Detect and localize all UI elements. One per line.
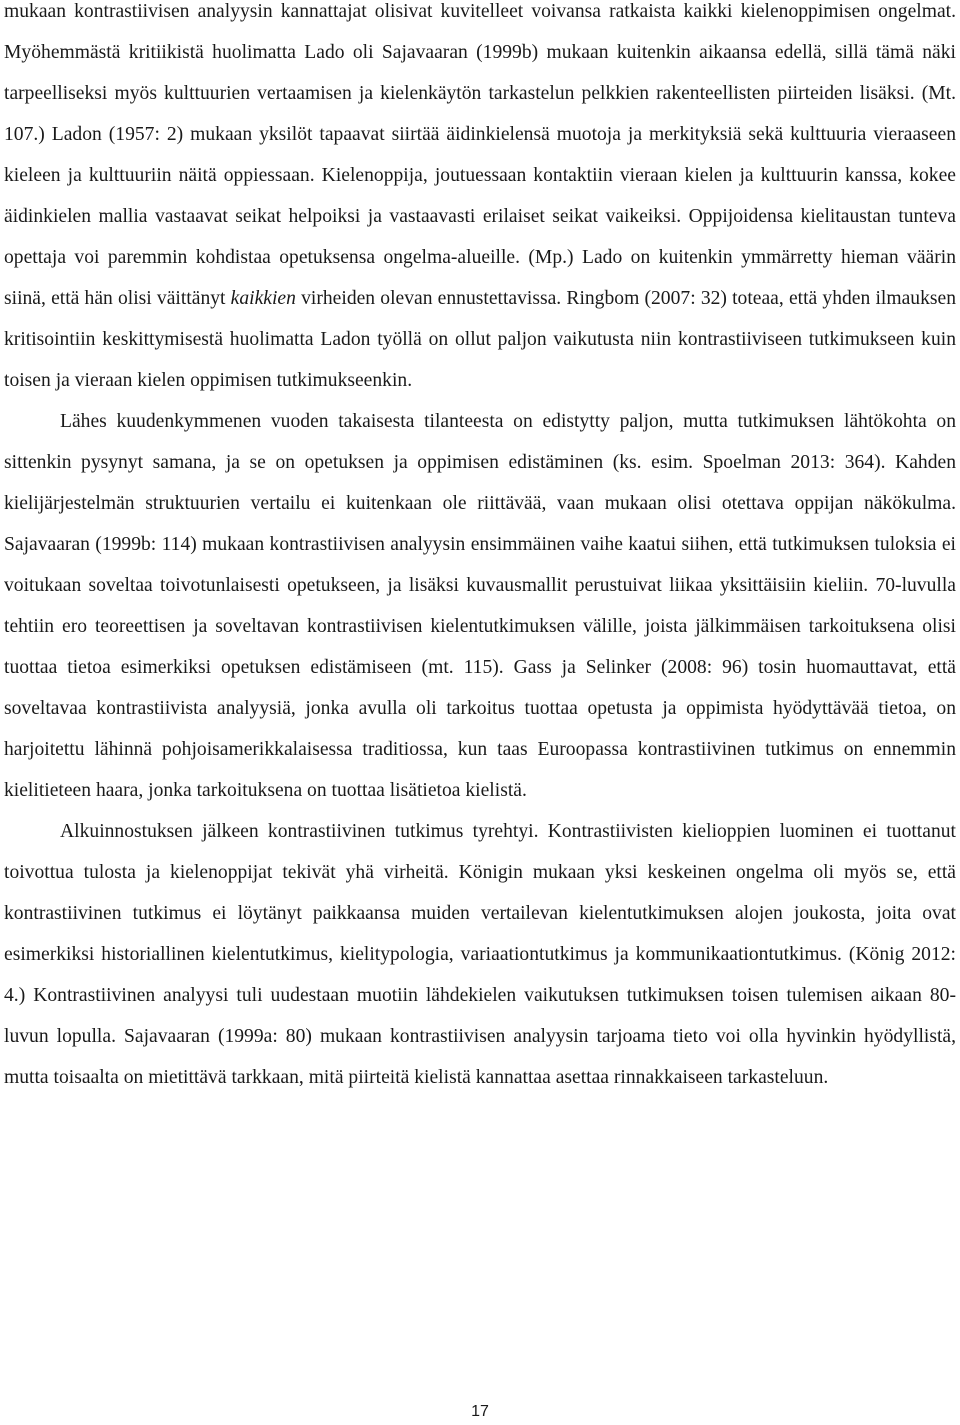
document-page bbox=[4, 0, 956, 1098]
paragraph-1-text-a: mukaan kontrastiivisen analyysin kannattajat olisivat kuvitelleet voivansa ratkaista kaikki kielenoppimisen ongelmat. Myöhemmästä kritiikistä huolimatta Lado oli Sajavaaran (1999b) mukaan kuitenkin aikaansa edellä, sillä tämä näki tarpeelliseksi myös kulttuurien vertaamisen ja kielenkäytön tarkastelun pelkkien rakenteellisten piirteiden lisäksi. (Mt. 107.) Ladon (1957: 2) mukaan yksilöt tapaavat siirtää äidinkielensä muotoja ja merkityksiä sekä kulttuuria vieraaseen kieleen ja kulttuuriin näitä oppiessaan. Kielenoppija, joutuessaan kontaktiin vieraan kielen ja kulttuurin kanssa, kokee äidinkielen mallia vastaavat seikat helpoiksi ja vastaavasti erilaiset seikat vaikeiksi. Oppijoidensa kielitaustan tunteva opettaja voi paremmin kohdistaa opetuksensa ongelma-alueille. (Mp.) Lado on kuitenkin ymmärretty hieman väärin siinä, että hän olisi väittänyt bbox=[4, 1, 956, 309]
paragraph-1-text-b: virheiden olevan ennustettavissa. Ringbom (2007: 32) toteaa, että yhden ilmauksen kritisointiin keskittymisestä huolimatta Ladon työllä on ollut paljon vaikutusta niin kontrastiiviseen tutkimukseen kuin toisen ja vieraan kielen oppimisen tutkimukseenkin. bbox=[4, 288, 956, 391]
paragraph-1-emphasis: kaikkien bbox=[230, 288, 296, 309]
paragraph-3: Alkuinnostuksen jälkeen kontrastiivinen tutkimus tyrehtyi. Kontrastiivisten kielioppien luominen ei tuottanut toivottua tulosta ja kielenoppijat tekivät yhä virheitä. Königin mukaan yksi keskeinen ongelma oli myös se, että kontrastiivinen tutkimus ei löytänyt paikkaansa muiden vertailevan kielentutkimuksen alojen joukosta, joita ovat esimerkiksi historiallinen kielentutkimus, kielitypologia, variaationtutkimus ja kommunikaationtutkimus. (König 2012: 4.) Kontrastiivinen analyysi tuli uudestaan muotiin lähdekielen vaikutuksen tutkimuksen toisen tulemisen aikaan 80-luvun lopulla. Sajavaaran (1999a: 80) mukaan kontrastiivisen analyysin tarjoama tieto voi olla hyvinkin hyödyllistä, mutta toisaalta on mietittävä tarkkaan, mitä piirteitä kielistä kannattaa asettaa rinnakkaiseen tarkasteluun. bbox=[4, 821, 956, 1088]
paragraph-1 bbox=[4, 0, 956, 401]
paragraph-2: Lähes kuudenkymmenen vuoden takaisesta tilanteesta on edistytty paljon, mutta tutkimuksen lähtökohta on sittenkin pysynyt samana, ja se on opetuksen ja oppimisen edistäminen (ks. esim. Spoelman 2013: 364). Kahden kielijärjestelmän struktuurien vertailu ei kuitenkaan ole riittävää, vaan mukaan olisi otettava oppijan näkökulma. Sajavaaran (1999b: 114) mukaan kontrastiivisen analyysin ensimmäinen vaihe kaatui siihen, että tutkimuksen tuloksia ei voitukaan soveltaa toivotunlaisesti opetukseen, ja lisäksi kuvausmallit perustuivat liikaa yksittäisiin kieliin. 70-luvulla tehtiin ero teoreettisen ja soveltavan kontrastiivisen kielentutkimuksen välille, joista jälkimmäisen tarkoituksena olisi tuottaa tietoa esimerkiksi opetuksen edistämiseen (mt. 115). Gass ja Selinker (2008: 96) tosin huomauttavat, että soveltavaa kontrastiivista analyysiä, jonka avulla oli tarkoitus tuottaa opetusta ja oppimista hyödyttävää tietoa, on harjoitettu lähinnä pohjoisamerikkalaisessa traditiossa, kun taas Euroopassa kontrastiivinen tutkimus on ennemmin kielitieteen haara, jonka tarkoituksena on tuottaa lisätietoa kielistä. bbox=[4, 411, 956, 801]
page-number: 17 bbox=[471, 1403, 489, 1420]
